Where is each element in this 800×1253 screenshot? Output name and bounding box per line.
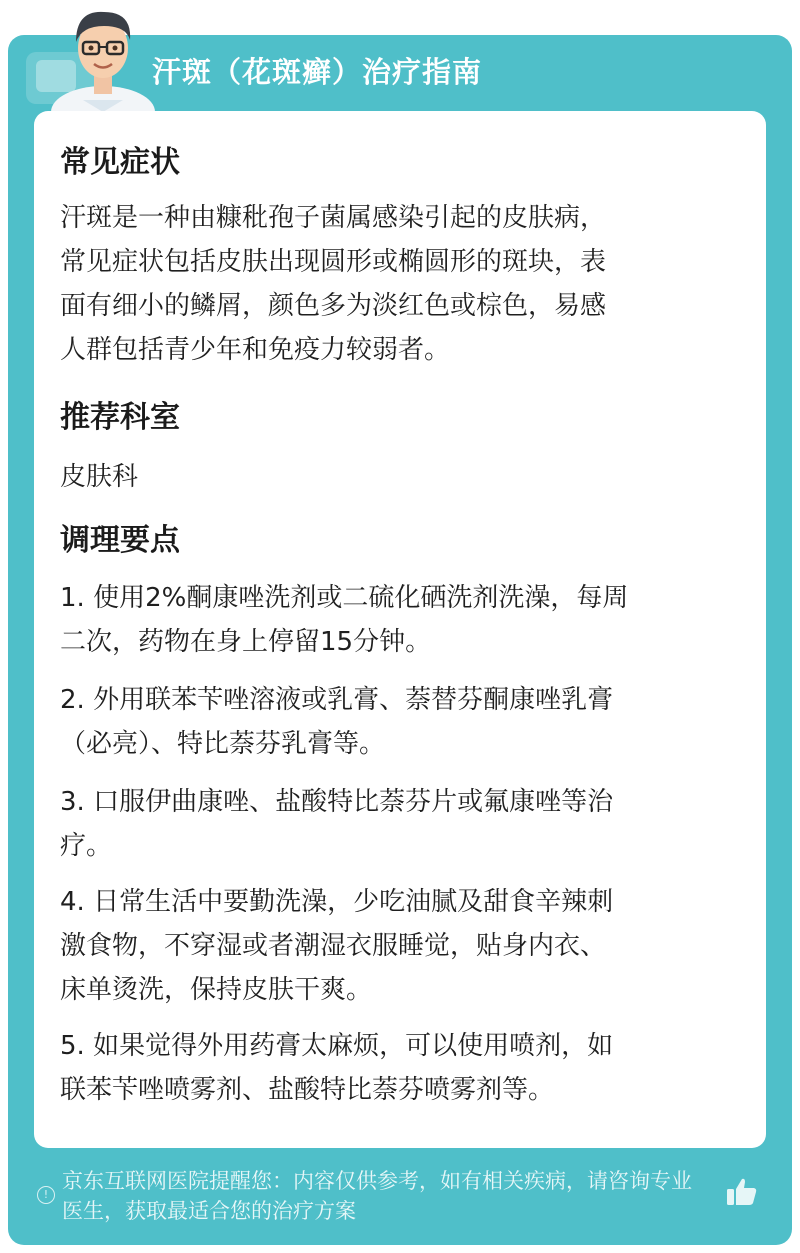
care-item-4 — [60, 880, 732, 1012]
text-line: 2. 外用联苯苄唑溶液或乳膏、萘替芬酮康唑乳膏 — [60, 685, 614, 715]
department-value: 皮肤科 — [60, 462, 139, 492]
text-line: 床单烫洗，保持皮肤干爽。 — [60, 975, 373, 1005]
thumbs-up-icon[interactable] — [724, 1174, 760, 1210]
text-line: 二次，药物在身上停留15分钟。 — [60, 627, 432, 657]
care-item-3 — [60, 780, 732, 868]
text-line: 汗斑是一种由糠秕孢子菌属感染引起的皮肤病， — [60, 203, 607, 233]
section-title-care: 调理要点 — [60, 523, 180, 558]
text-line: 疗。 — [60, 831, 113, 861]
footer-line: 京东互联网医院提醒您：内容仅供参考，如有相关疾病，请咨询专业 — [62, 1169, 692, 1193]
care-item-5 — [60, 1024, 732, 1112]
text-line: 5. 如果觉得外用药膏太麻烦，可以使用喷剂，如 — [60, 1031, 614, 1061]
text-line: （必亮）、特比萘芬乳膏等。 — [60, 729, 386, 759]
text-line: 面有细小的鳞屑，颜色多为淡红色或棕色，易感 — [60, 291, 607, 321]
section-title-symptoms: 常见症状 — [60, 145, 180, 180]
page-title: 汗斑（花斑癣）治疗指南 — [152, 55, 483, 89]
text-line: 3. 口服伊曲康唑、盐酸特比萘芬片或氟康唑等治 — [60, 787, 614, 817]
text-line: 4. 日常生活中要勤洗澡，少吃油腻及甜食辛辣刺 — [60, 887, 614, 917]
symptoms-text — [60, 196, 732, 372]
text-line: 激食物，不穿湿或者潮湿衣服睡觉，贴身内衣、 — [60, 931, 607, 961]
care-item-2 — [60, 678, 732, 766]
text-line: 人群包括青少年和免疫力较弱者。 — [60, 335, 451, 365]
text-line: 常见症状包括皮肤出现圆形或椭圆形的斑块，表 — [60, 247, 607, 277]
doctor-avatar — [48, 0, 158, 112]
footer-disclaimer — [62, 1166, 726, 1226]
footer-line: 医生，获取最适合您的治疗方案 — [62, 1199, 356, 1223]
section-title-department: 推荐科室 — [60, 400, 180, 435]
text-line: 1. 使用2%酮康唑洗剂或二硫化硒洗剂洗澡，每周 — [60, 583, 629, 613]
care-item-1 — [60, 576, 732, 664]
info-icon: ! — [37, 1186, 55, 1204]
text-line: 联苯苄唑喷雾剂、盐酸特比萘芬喷雾剂等。 — [60, 1075, 555, 1105]
